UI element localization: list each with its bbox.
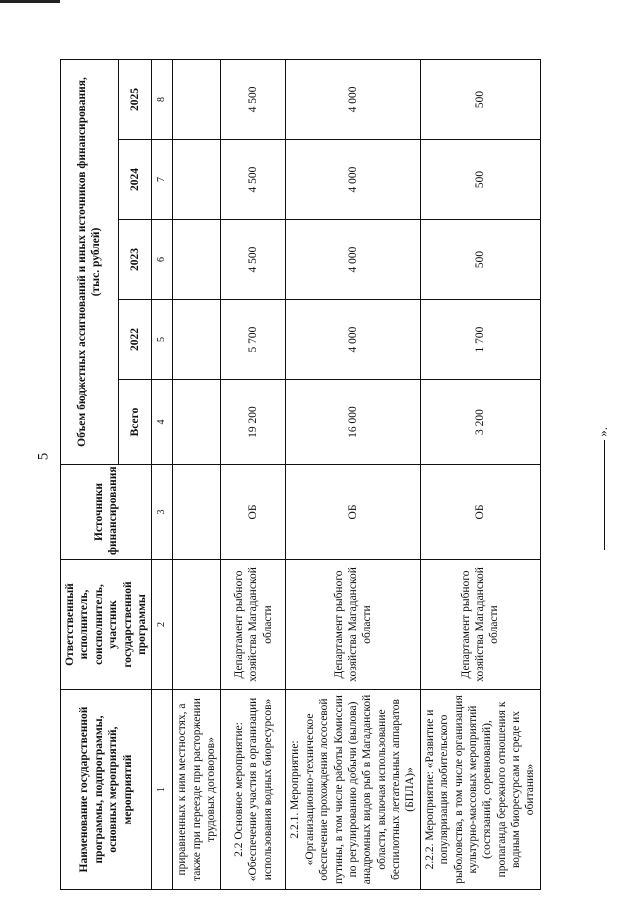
header-2023: 2023	[118, 220, 151, 300]
header-total: Всего	[118, 380, 151, 465]
header-funding-group: Объем бюджетных ассигнований и иных источников финансирования, (тыс. рублей)	[61, 59, 119, 464]
table-row	[221, 59, 286, 889]
column-number: 6	[152, 220, 173, 300]
row-2023: 500	[420, 220, 540, 300]
column-number: 3	[152, 465, 173, 560]
column-number: 2	[152, 560, 173, 690]
row-2024: 4 000	[286, 140, 420, 220]
row-2023: 4 000	[286, 220, 420, 300]
budget-table	[60, 59, 541, 890]
row-2024	[173, 140, 221, 220]
header-2025: 2025	[118, 59, 151, 139]
row-2024: 500	[420, 140, 540, 220]
row-name: 2.2.2. Мероприятие: «Развитие и популяризация любительского рыболовства, в том числе организация культурно-массовых мероприятий (состязаний, соревнований), пропаганда бережного отношения к водным биоресурсам и среде их обитания»	[420, 690, 540, 890]
closing-quote: ».	[595, 427, 610, 437]
page-number: 5	[35, 452, 52, 461]
row-total: 19 200	[221, 380, 286, 465]
header-row	[61, 59, 119, 889]
row-2023	[173, 220, 221, 300]
column-number: 7	[152, 140, 173, 220]
row-executor: Департамент рыбного хозяйства Магаданской области	[420, 560, 540, 690]
header-executor: Ответственный исполнитель, соисполнитель, участник государственной программы	[61, 560, 152, 690]
row-name: 2.2 Основное мероприятие: «Обеспечение участия в организации использования водных биоресурсов»	[221, 690, 286, 890]
row-2025	[173, 59, 221, 139]
row-total: 3 200	[420, 380, 540, 465]
row-total: 16 000	[286, 380, 420, 465]
header-name: Наименование государственной программы, подпрограммы, основных мероприятий, мероприятий	[61, 690, 152, 890]
rotated-page-content	[60, 60, 630, 890]
table-row	[173, 59, 221, 889]
column-number: 4	[152, 380, 173, 465]
row-source	[173, 465, 221, 560]
header-2024: 2024	[118, 140, 151, 220]
column-number: 8	[152, 59, 173, 139]
row-2025: 4 000	[286, 59, 420, 139]
row-executor	[173, 560, 221, 690]
row-2022: 4 000	[286, 300, 420, 380]
column-number: 1	[152, 690, 173, 890]
row-2023: 4 500	[221, 220, 286, 300]
row-2025: 500	[420, 59, 540, 139]
row-source: ОБ	[420, 465, 540, 560]
column-number-row	[152, 59, 173, 889]
row-total	[173, 380, 221, 465]
row-source: ОБ	[286, 465, 420, 560]
row-name: приравненных к ним местностях, а также при переезде при расторжении трудовых договоров»	[173, 690, 221, 890]
header-2022: 2022	[118, 300, 151, 380]
row-source: ОБ	[221, 465, 286, 560]
table-row	[286, 59, 420, 889]
row-2022	[173, 300, 221, 380]
row-executor: Департамент рыбного хозяйства Магаданской области	[286, 560, 420, 690]
scan-edge-mark	[0, 0, 60, 3]
closing-underline	[604, 440, 605, 550]
row-2022: 5 700	[221, 300, 286, 380]
row-name: 2.2.1. Мероприятие: «Организационно-техническое обеспечение прохождения лососевой путины, в том числе работы Комиссии по регулированию добычи (вылова) анадромных видов рыб в Магаданской области, включая использование беспилотных летательных аппаратов (БПЛА)»	[286, 690, 420, 890]
row-executor: Департамент рыбного хозяйства Магаданской области	[221, 560, 286, 690]
column-number: 5	[152, 300, 173, 380]
row-2022: 1 700	[420, 300, 540, 380]
closing-mark	[595, 310, 611, 550]
row-2025: 4 500	[221, 59, 286, 139]
table-row	[420, 59, 540, 889]
header-source: Источники финансирования	[61, 465, 152, 560]
row-2024: 4 500	[221, 140, 286, 220]
